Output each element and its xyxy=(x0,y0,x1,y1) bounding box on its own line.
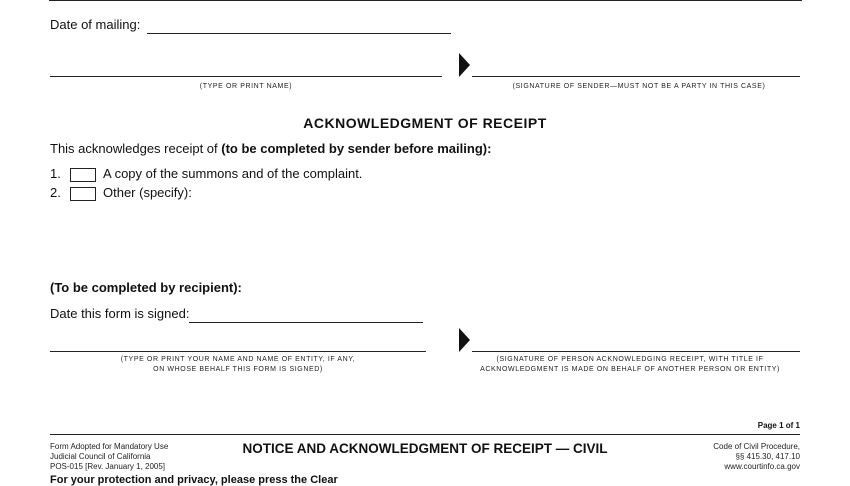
date-signed-field[interactable] xyxy=(189,322,423,323)
recipient-name-field[interactable] xyxy=(50,351,426,352)
code-block xyxy=(713,442,800,472)
sender-signature-field[interactable] xyxy=(472,76,800,77)
form-adopted-line1: Form Adopted for Mandatory Use xyxy=(50,442,169,451)
item-2-checkbox[interactable] xyxy=(70,187,96,201)
type-print-name-caption: (TYPE OR PRINT NAME) xyxy=(199,83,293,90)
recipient-name-caption-line1: (TYPE OR PRINT YOUR NAME AND NAME OF ENTITY, IF ANY, xyxy=(120,356,356,363)
recipient-signature-caption-line1: (SIGNATURE OF PERSON ACKNOWLEDGING RECEIPT, WITH TITLE IF xyxy=(496,356,764,363)
code-line3: www.courtinfo.ca.gov xyxy=(724,462,800,471)
date-of-mailing-label: Date of mailing: xyxy=(50,17,141,32)
other-specify-area[interactable] xyxy=(200,183,800,263)
item-2-text: Other (specify): xyxy=(103,185,192,200)
item-1-checkbox[interactable] xyxy=(70,168,96,182)
form-adopted-line2: Judicial Council of California xyxy=(50,452,151,461)
footer-rule xyxy=(50,434,800,435)
date-of-mailing-field[interactable] xyxy=(147,33,451,34)
page-number: Page 1 of 1 xyxy=(757,421,800,430)
recipient-signature-caption xyxy=(455,355,805,375)
intro-bold-text: (to be completed by sender before mailing): xyxy=(221,141,492,156)
recipient-signature-field[interactable] xyxy=(472,351,800,352)
recipient-signature-arrow-icon xyxy=(459,328,470,352)
date-signed-label: Date this form is signed: xyxy=(50,306,190,321)
item-1-number: 1. xyxy=(50,166,61,181)
item-2-number: 2. xyxy=(50,185,61,200)
recipient-name-caption xyxy=(50,355,426,375)
acknowledgment-heading: ACKNOWLEDGMENT OF RECEIPT xyxy=(303,115,547,131)
form-title: NOTICE AND ACKNOWLEDGMENT OF RECEIPT — CIVIL xyxy=(242,441,608,456)
code-line1: Code of Civil Procedure, xyxy=(713,442,800,451)
signature-arrow-icon xyxy=(459,53,470,77)
signature-sender-caption: (SIGNATURE OF SENDER—MUST NOT BE A PARTY IN THIS CASE) xyxy=(512,83,766,90)
code-line2: §§ 415.30, 417.10 xyxy=(735,452,800,461)
acknowledgment-intro xyxy=(50,141,491,156)
privacy-note: For your protection and privacy, please press the Clear xyxy=(50,474,338,486)
sender-name-field[interactable] xyxy=(50,76,442,77)
top-frame xyxy=(49,0,802,1)
item-1-text: A copy of the summons and of the complaint. xyxy=(103,166,363,181)
recipient-heading: (To be completed by recipient): xyxy=(50,280,242,295)
form-adopted-block xyxy=(50,442,168,472)
intro-text: This acknowledges receipt of xyxy=(50,141,222,156)
recipient-name-caption-line2: ON WHOSE BEHALF THIS FORM IS SIGNED) xyxy=(153,366,323,373)
form-adopted-line3: POS-015 [Rev. January 1, 2005] xyxy=(50,462,166,471)
recipient-signature-caption-line2: ACKNOWLEDGMENT IS MADE ON BEHALF OF ANOTHER PERSON OR ENTITY) xyxy=(480,366,780,373)
